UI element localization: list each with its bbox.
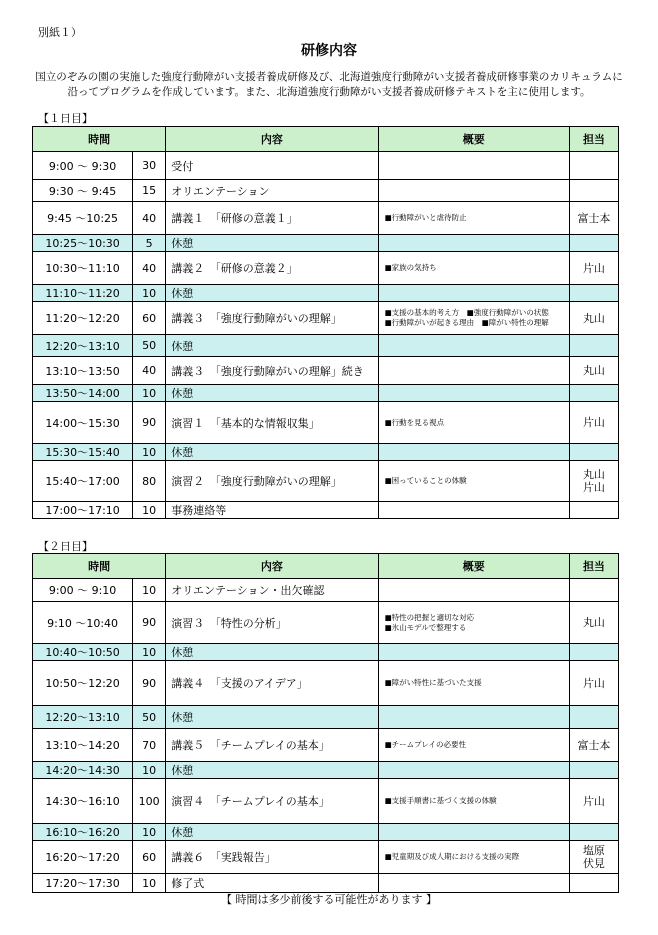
staff-cell [569,180,618,202]
summary-line: ■支援の基本的考え方 ■強度行動障がいの状態 [384,308,549,317]
minutes-cell: 10 [133,762,166,779]
annex-label: 別紙１） [38,26,82,39]
time-cell: 16:20～17:20 [33,841,133,874]
summary-line: ■行動障がいが起きる理由 ■障がい特性の理解 [384,318,549,327]
staff-cell [569,461,618,502]
table-row [33,706,619,729]
content-cell: 休憩 [166,824,378,841]
staff-cell [569,824,618,841]
header-content: 内容 [166,127,378,152]
staff-cell [569,874,618,893]
content-cell: 講義６ 「実践報告」 [166,841,378,874]
staff-name: 片山 [582,261,605,275]
minutes-cell: 90 [133,402,166,444]
summary-cell [378,402,569,444]
summary-line: ■児童期及び成人期における支援の実際 [384,852,520,861]
content-cell: 演習１ 「基本的な情報収集」 [166,402,378,444]
summary-cell [378,762,569,779]
summary-cell [378,502,569,519]
summary-cell [378,602,569,644]
staff-cell [569,285,618,302]
header-time: 時間 [33,127,166,152]
staff-cell [569,444,618,461]
minutes-cell: 10 [133,285,166,302]
summary-cell [378,235,569,252]
table-row [33,874,619,893]
staff-name: 伏見 [582,857,605,870]
staff-name: 塩原 [582,844,605,857]
table-row [33,602,619,644]
time-cell: 14:20～14:30 [33,762,133,779]
staff-cell [569,602,618,644]
summary-line: ■家族の気持ち [384,263,437,272]
minutes-cell: 40 [133,252,166,285]
summary-cell [378,357,569,385]
summary-line: ■氷山モデルで整理する [384,622,467,632]
content-cell: 講義５ 「チームプレイの基本」 [166,729,378,762]
table-row [33,824,619,841]
time-cell: 10:40～10:50 [33,644,133,661]
staff-name: 丸山 [582,364,605,377]
content-cell: 受付 [166,152,378,180]
staff-name: 富士本 [577,211,611,225]
content-cell: 休憩 [166,762,378,779]
summary-line: ■支援手順書に基づく支援の体験 [384,796,497,805]
content-cell: 休憩 [166,285,378,302]
day1-label: 【１日目】 [38,112,93,125]
table-row [33,402,619,444]
minutes-cell: 90 [133,661,166,706]
summary-cell [378,706,569,729]
content-cell: 休憩 [166,235,378,252]
summary-cell [378,202,569,235]
content-cell: 講義３ 「強度行動障がいの理解」 [166,302,378,335]
table-row [33,202,619,235]
table-row [33,152,619,180]
time-cell: 10:50～12:20 [33,661,133,706]
staff-cell [569,357,618,385]
content-cell: 講義３ 「強度行動障がいの理解」続き [166,357,378,385]
header-staff: 担当 [569,127,618,152]
staff-cell [569,502,618,519]
staff-cell [569,661,618,706]
time-cell: 10:30～11:10 [33,252,133,285]
staff-name: 丸山 [582,616,605,629]
minutes-cell: 40 [133,357,166,385]
staff-cell [569,729,618,762]
summary-cell [378,779,569,824]
content-cell: 演習３ 「特性の分析」 [166,602,378,644]
minutes-cell: 10 [133,874,166,893]
intro-line: 沿ってプログラムを作成しています。また、北海道強度行動障がい支援者養成研修テキストを主に使用します。 [67,86,591,98]
staff-cell [569,385,618,402]
content-cell: 休憩 [166,335,378,357]
time-cell: 13:50～14:00 [33,385,133,402]
time-cell: 14:30～16:10 [33,779,133,824]
content-cell: 演習２ 「強度行動障がいの理解」 [166,461,378,502]
staff-cell [569,762,618,779]
time-cell: 9:00 ～ 9:10 [33,579,133,602]
table-row [33,729,619,762]
staff-cell [569,706,618,729]
header-summary: 概要 [378,554,569,579]
staff-cell [569,841,618,874]
summary-line: ■行動障がいと虐待防止 [384,213,467,222]
summary-cell [378,461,569,502]
table-row [33,644,619,661]
time-cell: 10:25～10:30 [33,235,133,252]
summary-line: ■チームプレイの必要性 [384,740,466,749]
content-cell: 休憩 [166,385,378,402]
intro-line: 国立のぞみの園の実施した強度行動障がい支援者養成研修及び、北海道強度行動障がい支援者養成研修事業のカリキュラムに [35,71,623,83]
minutes-cell: 60 [133,841,166,874]
content-cell: 講義４ 「支援のアイデア」 [166,661,378,706]
content-cell: 休憩 [166,706,378,729]
table-row [33,779,619,824]
time-cell: 12:20～13:10 [33,706,133,729]
time-cell: 17:00～17:10 [33,502,133,519]
time-cell: 11:10～11:20 [33,285,133,302]
staff-cell [569,335,618,357]
summary-cell [378,841,569,874]
table-row [33,335,619,357]
staff-cell [569,202,618,235]
summary-cell [378,874,569,893]
time-cell: 9:30 ～ 9:45 [33,180,133,202]
minutes-cell: 10 [133,579,166,602]
summary-cell [378,335,569,357]
table-row [33,661,619,706]
summary-cell [378,444,569,461]
staff-cell [569,644,618,661]
table-row [33,235,619,252]
table-row [33,579,619,602]
table-row [33,502,619,519]
table-row [33,252,619,285]
staff-name: 丸山 [582,311,605,325]
minutes-cell: 50 [133,706,166,729]
time-cell: 12:20～13:10 [33,335,133,357]
intro-text [34,70,624,100]
content-cell: オリエンテーション [166,180,378,202]
table-row [33,461,619,502]
staff-cell [569,402,618,444]
content-cell: 講義１ 「研修の意義１」 [166,202,378,235]
content-cell: 修了式 [166,874,378,893]
time-cell: 11:20～12:20 [33,302,133,335]
content-cell: オリエンテーション・出欠確認 [166,579,378,602]
summary-cell [378,302,569,335]
staff-name: 丸山 [582,468,605,481]
summary-line: ■困っていることの体験 [384,476,467,485]
minutes-cell: 30 [133,152,166,180]
minutes-cell: 10 [133,385,166,402]
header-staff: 担当 [569,554,618,579]
time-cell: 17:20～17:30 [33,874,133,893]
summary-cell [378,285,569,302]
time-cell: 9:45 ～10:25 [33,202,133,235]
table-header-row [33,127,619,152]
summary-cell [378,579,569,602]
summary-cell [378,824,569,841]
day2-label: 【２日目】 [38,540,93,553]
minutes-cell: 80 [133,461,166,502]
summary-cell [378,661,569,706]
staff-name: 片山 [582,416,605,429]
table-row [33,302,619,335]
table-row [33,285,619,302]
summary-cell [378,729,569,762]
summary-line: ■特性の把握と適切な対応 [384,612,475,622]
content-cell: 休憩 [166,444,378,461]
staff-name: 片山 [582,676,605,690]
minutes-cell: 100 [133,779,166,824]
page-title: 研修内容 [301,43,357,59]
minutes-cell: 10 [133,824,166,841]
summary-cell [378,644,569,661]
table-row [33,762,619,779]
header-summary: 概要 [378,127,569,152]
staff-name: 片山 [582,481,605,494]
day1-schedule-table [32,126,619,519]
time-cell: 9:00 ～ 9:30 [33,152,133,180]
table-row [33,444,619,461]
time-cell: 9:10 ～10:40 [33,602,133,644]
minutes-cell: 40 [133,202,166,235]
content-cell: 休憩 [166,644,378,661]
summary-cell [378,180,569,202]
summary-cell [378,252,569,285]
summary-cell [378,385,569,402]
staff-cell [569,152,618,180]
staff-cell [569,779,618,824]
staff-name: 富士本 [577,738,611,752]
minutes-cell: 10 [133,502,166,519]
summary-line: ■障がい特性に基づいた支援 [384,678,482,687]
staff-cell [569,252,618,285]
day2-schedule-table [32,553,619,893]
minutes-cell: 5 [133,235,166,252]
content-cell: 演習４ 「チームプレイの基本」 [166,779,378,824]
minutes-cell: 90 [133,602,166,644]
table-row [33,385,619,402]
table-row [33,357,619,385]
time-cell: 15:40～17:00 [33,461,133,502]
footer-note: 【 時間は多少前後する可能性があります 】 [221,893,437,906]
staff-cell [569,302,618,335]
table-header-row [33,554,619,579]
time-cell: 13:10～14:20 [33,729,133,762]
time-cell: 13:10～13:50 [33,357,133,385]
header-time: 時間 [33,554,166,579]
table-row [33,841,619,874]
content-cell: 事務連絡等 [166,502,378,519]
content-cell: 講義２ 「研修の意義２」 [166,252,378,285]
minutes-cell: 10 [133,644,166,661]
time-cell: 15:30～15:40 [33,444,133,461]
minutes-cell: 10 [133,444,166,461]
staff-cell [569,579,618,602]
summary-cell [378,152,569,180]
table-row [33,180,619,202]
staff-name: 片山 [582,794,605,808]
minutes-cell: 60 [133,302,166,335]
minutes-cell: 50 [133,335,166,357]
summary-line: ■行動を見る視点 [384,417,445,427]
time-cell: 16:10～16:20 [33,824,133,841]
header-content: 内容 [166,554,378,579]
minutes-cell: 70 [133,729,166,762]
staff-cell [569,235,618,252]
time-cell: 14:00～15:30 [33,402,133,444]
minutes-cell: 15 [133,180,166,202]
